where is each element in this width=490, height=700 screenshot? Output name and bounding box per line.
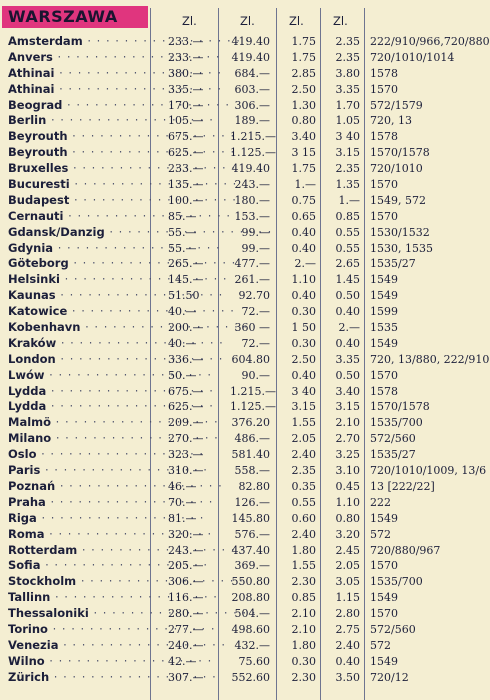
fare-col-1: 51.50 <box>168 289 200 303</box>
city-name: Lwów · · · <box>8 368 146 384</box>
table-row <box>0 209 475 225</box>
route-numbers: 572/560 <box>370 432 416 446</box>
fare-col-2: 208.80 <box>231 591 270 605</box>
route-numbers: 1535/27 <box>370 448 416 462</box>
table-row <box>0 34 490 50</box>
city-name: Budapest · · · <box>8 193 146 209</box>
route-numbers: 572/560 <box>370 622 416 636</box>
fare-col-2: 604.80 <box>231 352 270 366</box>
route-numbers: 1530, 1535 <box>370 241 433 255</box>
route-numbers: 1570 <box>370 607 398 621</box>
fare-col-1: 42.— <box>168 654 197 668</box>
city-name: Helsinki · · · <box>8 272 146 288</box>
fare-col-2: 581.40 <box>231 448 270 462</box>
table-row <box>0 304 475 320</box>
city-name: Rotterdam · · · <box>8 543 146 559</box>
route-numbers: 1535 <box>370 321 398 335</box>
city-name: Praha · · · <box>8 495 146 511</box>
fare-col-1: 135.— <box>168 178 204 192</box>
city-name: London · · · <box>8 352 146 368</box>
fare-col-2: 360 — <box>234 321 270 335</box>
fare-col-1: 81.— <box>168 511 197 525</box>
table-row <box>0 177 475 193</box>
city-name: Milano · · · <box>8 431 146 447</box>
table-row <box>0 50 475 66</box>
city-name: Sofia · · · <box>8 558 146 574</box>
table-row <box>0 145 475 161</box>
fare-col-3: 2.50 <box>291 352 316 366</box>
fare-col-2: 369.— <box>234 559 270 573</box>
fare-col-4: 3.35 <box>335 352 360 366</box>
fare-col-1: 70.— <box>168 495 197 509</box>
route-numbers: 222/910/966,720/880 <box>370 35 490 48</box>
fare-col-4: 2.75 <box>335 622 360 636</box>
table-row <box>0 384 475 400</box>
table-row <box>0 431 475 447</box>
fare-col-3: 0.30 <box>291 654 316 668</box>
fare-col-3: 0.65 <box>291 209 316 223</box>
route-numbers: 1549 <box>370 336 398 350</box>
table-row <box>0 368 475 384</box>
fare-col-4: 1.05 <box>335 114 360 128</box>
fare-col-2: 437.40 <box>231 543 270 557</box>
fare-col-2: 498.60 <box>231 622 270 636</box>
route-numbers: 1570 <box>370 82 398 96</box>
fare-col-3: 2.30 <box>291 575 316 589</box>
fare-col-3: 0.80 <box>291 114 316 128</box>
fare-col-3: 2.40 <box>291 448 316 462</box>
fare-col-4: 2.35 <box>335 50 360 64</box>
fare-col-3: 1.— <box>294 178 316 192</box>
fare-table <box>0 34 490 686</box>
table-row <box>0 113 475 129</box>
city-name: Paris · · · <box>8 463 146 479</box>
table-row <box>0 495 475 511</box>
fare-col-3: 1 50 <box>291 321 316 335</box>
fare-col-1: 380.— <box>168 66 204 80</box>
fare-col-3: 1.55 <box>291 559 316 573</box>
fare-col-1: 145.— <box>168 273 204 287</box>
fare-col-4: 2.— <box>338 321 360 335</box>
column-header: Zl. <box>182 14 197 28</box>
fare-col-4: 1.10 <box>335 495 360 509</box>
table-row <box>0 670 475 686</box>
fare-col-2: 1.125.— <box>230 400 276 414</box>
fare-col-1: 336.— <box>168 352 204 366</box>
fare-col-2: 261.— <box>234 273 270 287</box>
fare-col-3: 1.75 <box>291 35 316 48</box>
route-numbers: 1578 <box>370 66 398 80</box>
fare-col-2: 376.20 <box>231 416 270 430</box>
fare-col-4: 0.55 <box>335 241 360 255</box>
city-name: Gdansk/Danzig · · · <box>8 225 146 241</box>
table-row <box>0 320 475 336</box>
table-row <box>0 479 475 495</box>
table-row <box>0 241 475 257</box>
fare-col-4: 3.50 <box>335 670 360 684</box>
fare-col-2: 486.— <box>234 432 270 446</box>
table-row <box>0 336 475 352</box>
fare-col-1: 85.— <box>168 209 197 223</box>
fare-col-3: 0.30 <box>291 305 316 319</box>
fare-col-1: 307.— <box>168 670 204 684</box>
fare-col-2: 477.— <box>234 257 270 271</box>
fare-col-1: 205.— <box>168 559 204 573</box>
city-name: Athinai · · · <box>8 82 146 98</box>
table-row <box>0 654 475 670</box>
city-name: Göteborg · · · <box>8 256 146 272</box>
page-title: WARSZAWA <box>2 6 148 28</box>
route-numbers: 720/12 <box>370 670 409 684</box>
table-row <box>0 527 475 543</box>
table-row <box>0 558 475 574</box>
route-numbers: 1599 <box>370 305 398 319</box>
fare-col-2: 1.215.— <box>230 130 276 144</box>
route-numbers: 13 [222/22] <box>370 479 435 493</box>
fare-col-1: 233.— <box>168 35 204 48</box>
table-row <box>0 288 475 304</box>
fare-col-2: 75.60 <box>238 654 270 668</box>
route-numbers: 720/1010 <box>370 162 423 176</box>
fare-col-2: 189.— <box>234 114 270 128</box>
fare-col-4: 1.35 <box>335 178 360 192</box>
fare-col-4: 1.15 <box>335 591 360 605</box>
fare-col-4: 2.35 <box>335 35 360 48</box>
city-name: Tallinn · · · <box>8 590 146 606</box>
city-name: Oslo · · · <box>8 447 146 463</box>
fare-col-3: 0.40 <box>291 289 316 303</box>
fare-col-2: 243.— <box>234 178 270 192</box>
fare-col-3: 0.55 <box>291 495 316 509</box>
route-numbers: 222 <box>370 495 391 509</box>
city-name: Anvers · · · <box>8 50 146 66</box>
fare-col-4: 1.70 <box>335 98 360 112</box>
table-row <box>0 351 490 368</box>
route-numbers: 1549, 572 <box>370 193 426 207</box>
fare-col-2: 72.— <box>241 336 270 350</box>
fare-col-4: 3.40 <box>335 384 360 398</box>
route-numbers: 1549 <box>370 289 398 303</box>
fare-col-1: 233.— <box>168 50 204 64</box>
fare-col-1: 625.— <box>168 146 204 160</box>
fare-col-1: 323.— <box>168 448 204 462</box>
fare-col-3: 2.30 <box>291 670 316 684</box>
fare-col-4: 1.45 <box>335 273 360 287</box>
fare-col-4: 2.45 <box>335 543 360 557</box>
fare-col-2: 432.— <box>234 638 270 652</box>
fare-col-3: 1.80 <box>291 543 316 557</box>
table-row <box>0 463 487 479</box>
city-name: Bruxelles · · · <box>8 161 146 177</box>
route-numbers: 1570 <box>370 178 398 192</box>
fare-col-1: 335.— <box>168 82 204 96</box>
fare-col-4: 0.55 <box>335 225 360 239</box>
fare-col-1: 675.— <box>168 130 204 144</box>
fare-col-3: 0.40 <box>291 368 316 382</box>
fare-col-2: 552.60 <box>231 670 270 684</box>
fare-col-1: 280.— <box>168 607 204 621</box>
fare-col-1: 243.— <box>168 543 204 557</box>
column-header: Zl. <box>240 14 255 28</box>
fare-col-4: 0.45 <box>335 479 360 493</box>
fare-col-1: 320.— <box>168 527 204 541</box>
city-name: Zürich · · · <box>8 670 146 686</box>
city-name: Stockholm · · · <box>8 574 146 590</box>
table-row <box>0 225 475 241</box>
fare-col-2: 180.— <box>234 193 270 207</box>
route-numbers: 1535/27 <box>370 257 416 271</box>
fare-col-3: 1.75 <box>291 50 316 64</box>
fare-col-4: 2.35 <box>335 162 360 176</box>
fare-col-3: 0.35 <box>291 479 316 493</box>
fare-col-3: 0.85 <box>291 591 316 605</box>
fare-col-4: 3.05 <box>335 575 360 589</box>
city-name: Kaunas · · · <box>8 288 146 304</box>
fare-col-2: 82.80 <box>238 479 270 493</box>
fare-col-2: 1.215.— <box>230 384 276 398</box>
fare-col-1: 46.— <box>168 479 197 493</box>
city-name: Athinai · · · <box>8 66 146 82</box>
route-numbers: 1570 <box>370 368 398 382</box>
route-numbers: 720/880/967 <box>370 543 441 557</box>
city-name: Kobenhavn · · · <box>8 320 146 336</box>
table-row <box>0 193 475 209</box>
city-name: Wilno · · · <box>8 654 146 670</box>
fare-col-4: 0.40 <box>335 305 360 319</box>
route-numbers: 1570 <box>370 559 398 573</box>
fare-col-3: 2.10 <box>291 622 316 636</box>
city-name: Riga · · · <box>8 511 146 527</box>
fare-col-2: 684.— <box>234 66 270 80</box>
table-row <box>0 82 475 98</box>
fare-col-4: 3.35 <box>335 82 360 96</box>
fare-col-3: 0.60 <box>291 511 316 525</box>
fare-col-1: 233.— <box>168 162 204 176</box>
fare-col-1: 40.— <box>168 336 197 350</box>
fare-col-4: 3.10 <box>335 464 360 478</box>
fare-col-3: 3.40 <box>291 130 316 144</box>
fare-col-3: 1.55 <box>291 416 316 430</box>
fare-col-2: 419.40 <box>231 50 270 64</box>
fare-col-3: 3.15 <box>291 400 316 414</box>
table-row <box>0 543 475 559</box>
fare-col-3: 2.85 <box>291 66 316 80</box>
fare-col-1: 170.— <box>168 98 204 112</box>
fare-col-3: 0.30 <box>291 336 316 350</box>
city-name: Gdynia · · · <box>8 241 146 257</box>
fare-col-3: 1.10 <box>291 273 316 287</box>
city-name: Lydda · · · <box>8 399 146 415</box>
table-row <box>0 447 475 463</box>
fare-col-1: 277.— <box>168 622 204 636</box>
fare-col-2: 550.80 <box>231 575 270 589</box>
route-numbers: 1535/700 <box>370 416 423 430</box>
fare-col-3: 3 40 <box>291 384 316 398</box>
fare-col-3: 2.50 <box>291 82 316 96</box>
fare-col-1: 50.— <box>168 368 197 382</box>
table-row <box>0 256 475 272</box>
fare-col-4: 0.80 <box>335 511 360 525</box>
fare-col-1: 240.— <box>168 638 204 652</box>
fare-col-4: 2.80 <box>335 607 360 621</box>
fare-col-2: 153.— <box>234 209 270 223</box>
fare-col-3: 1.80 <box>291 638 316 652</box>
route-numbers: 1570 <box>370 209 398 223</box>
route-numbers: 1549 <box>370 654 398 668</box>
table-row <box>0 272 475 288</box>
table-row <box>0 399 475 415</box>
city-name: Roma · · · <box>8 527 146 543</box>
fare-col-2: 576.— <box>234 527 270 541</box>
table-row <box>0 574 475 590</box>
fare-col-3: 0.40 <box>291 241 316 255</box>
city-name: Cernauti · · · <box>8 209 146 225</box>
city-name: Beyrouth · · · <box>8 129 146 145</box>
route-numbers: 1578 <box>370 384 398 398</box>
table-row <box>0 161 475 177</box>
fare-col-1: 55.— <box>168 241 197 255</box>
fare-col-1: 116.— <box>168 591 204 605</box>
table-row <box>0 511 475 527</box>
fare-col-3: 2.— <box>294 257 316 271</box>
fare-col-4: 2.65 <box>335 257 360 271</box>
fare-col-2: 90.— <box>241 368 270 382</box>
table-row <box>0 638 475 654</box>
fare-col-4: 3.25 <box>335 448 360 462</box>
table-row <box>0 129 475 145</box>
route-numbers: 1549 <box>370 591 398 605</box>
fare-col-2: 306.— <box>234 98 270 112</box>
fare-col-1: 265.— <box>168 257 204 271</box>
fare-col-4: 3.20 <box>335 527 360 541</box>
fare-col-3: 0.40 <box>291 225 316 239</box>
fare-col-4: 3.15 <box>335 146 360 160</box>
city-name: Thessaloniki · · · <box>8 606 146 622</box>
city-name: Bucuresti · · · <box>8 177 146 193</box>
fare-col-3: 2.10 <box>291 607 316 621</box>
city-name: Venezia · · · <box>8 638 146 654</box>
fare-col-1: 55.— <box>168 225 197 239</box>
fare-col-2: 126.— <box>234 495 270 509</box>
route-numbers: 720/1010/1014 <box>370 50 455 64</box>
fare-col-1: 270.— <box>168 432 204 446</box>
fare-col-2: 72.— <box>241 305 270 319</box>
city-name: Beograd · · · <box>8 98 146 114</box>
city-name: Malmö · · · <box>8 415 146 431</box>
column-header: Zl. <box>289 14 304 28</box>
fare-col-2: 419.40 <box>231 162 270 176</box>
fare-col-2: 99.— <box>241 225 270 239</box>
city-name: Katowice · · · <box>8 304 146 320</box>
column-header: Zl. <box>333 14 348 28</box>
fare-col-4: 0.50 <box>335 289 360 303</box>
route-numbers: 720, 13 <box>370 114 412 128</box>
table-row <box>0 98 475 114</box>
fare-col-1: 306.— <box>168 575 204 589</box>
fare-col-2: 92.70 <box>238 289 270 303</box>
fare-col-4: 3.80 <box>335 66 360 80</box>
fare-col-4: 2.40 <box>335 638 360 652</box>
route-numbers: 720/1010/1009, 13/6 <box>370 464 487 478</box>
fare-col-2: 603.— <box>234 82 270 96</box>
table-row <box>0 590 475 606</box>
fare-col-1: 100.— <box>168 193 204 207</box>
route-numbers: 1570/1578 <box>370 400 430 414</box>
fare-col-1: 40.— <box>168 305 197 319</box>
fare-col-2: 504.— <box>234 607 270 621</box>
fare-col-2: 558.— <box>234 464 270 478</box>
city-name: Poznań · · · <box>8 479 146 495</box>
route-numbers: 1549 <box>370 273 398 287</box>
table-row <box>0 622 475 638</box>
fare-col-4: 3.15 <box>335 400 360 414</box>
table-row <box>0 415 475 431</box>
route-numbers: 572/1579 <box>370 98 423 112</box>
fare-col-4: 3 40 <box>335 130 360 144</box>
city-name: Kraków · · · <box>8 336 146 352</box>
fare-col-1: 625.— <box>168 400 204 414</box>
city-name: Torino · · · <box>8 622 146 638</box>
table-row <box>0 606 475 622</box>
fare-col-4: 1.— <box>338 193 360 207</box>
route-numbers: 1578 <box>370 130 398 144</box>
city-name: Amsterdam · · · <box>8 34 146 50</box>
fare-col-1: 675.— <box>168 384 204 398</box>
city-name: Lydda · · · <box>8 384 146 400</box>
fare-col-4: 0.40 <box>335 654 360 668</box>
fare-col-4: 2.05 <box>335 559 360 573</box>
route-numbers: 1570/1578 <box>370 146 430 160</box>
fare-col-1: 105.— <box>168 114 204 128</box>
fare-col-3: 0.75 <box>291 193 316 207</box>
fare-col-2: 419.40 <box>231 35 270 48</box>
fare-col-4: 0.50 <box>335 368 360 382</box>
fare-col-1: 209.— <box>168 416 204 430</box>
fare-col-2: 1.125.— <box>230 146 276 160</box>
fare-col-4: 0.85 <box>335 209 360 223</box>
city-name: Berlin · · · <box>8 113 146 129</box>
route-numbers: 1549 <box>370 511 398 525</box>
fare-col-1: 200.— <box>168 321 204 335</box>
route-numbers: 1535/700 <box>370 575 423 589</box>
route-numbers: 572 <box>370 638 391 652</box>
table-row <box>0 66 475 82</box>
fare-col-3: 3 15 <box>291 146 316 160</box>
route-numbers: 1530/1532 <box>370 225 430 239</box>
city-name: Beyrouth · · · <box>8 145 146 161</box>
fare-col-3: 1.30 <box>291 98 316 112</box>
fare-col-3: 2.35 <box>291 464 316 478</box>
fare-col-4: 2.70 <box>335 432 360 446</box>
fare-col-4: 0.40 <box>335 336 360 350</box>
fare-col-3: 1.75 <box>291 162 316 176</box>
fare-col-3: 2.40 <box>291 527 316 541</box>
fare-col-4: 2.10 <box>335 416 360 430</box>
fare-col-2: 145.80 <box>231 511 270 525</box>
fare-col-2: 99.— <box>241 241 270 255</box>
route-numbers: 720, 13/880, 222/910 <box>370 352 490 366</box>
route-numbers: 572 <box>370 527 391 541</box>
fare-col-3: 2.05 <box>291 432 316 446</box>
fare-col-1: 310.— <box>168 464 204 478</box>
